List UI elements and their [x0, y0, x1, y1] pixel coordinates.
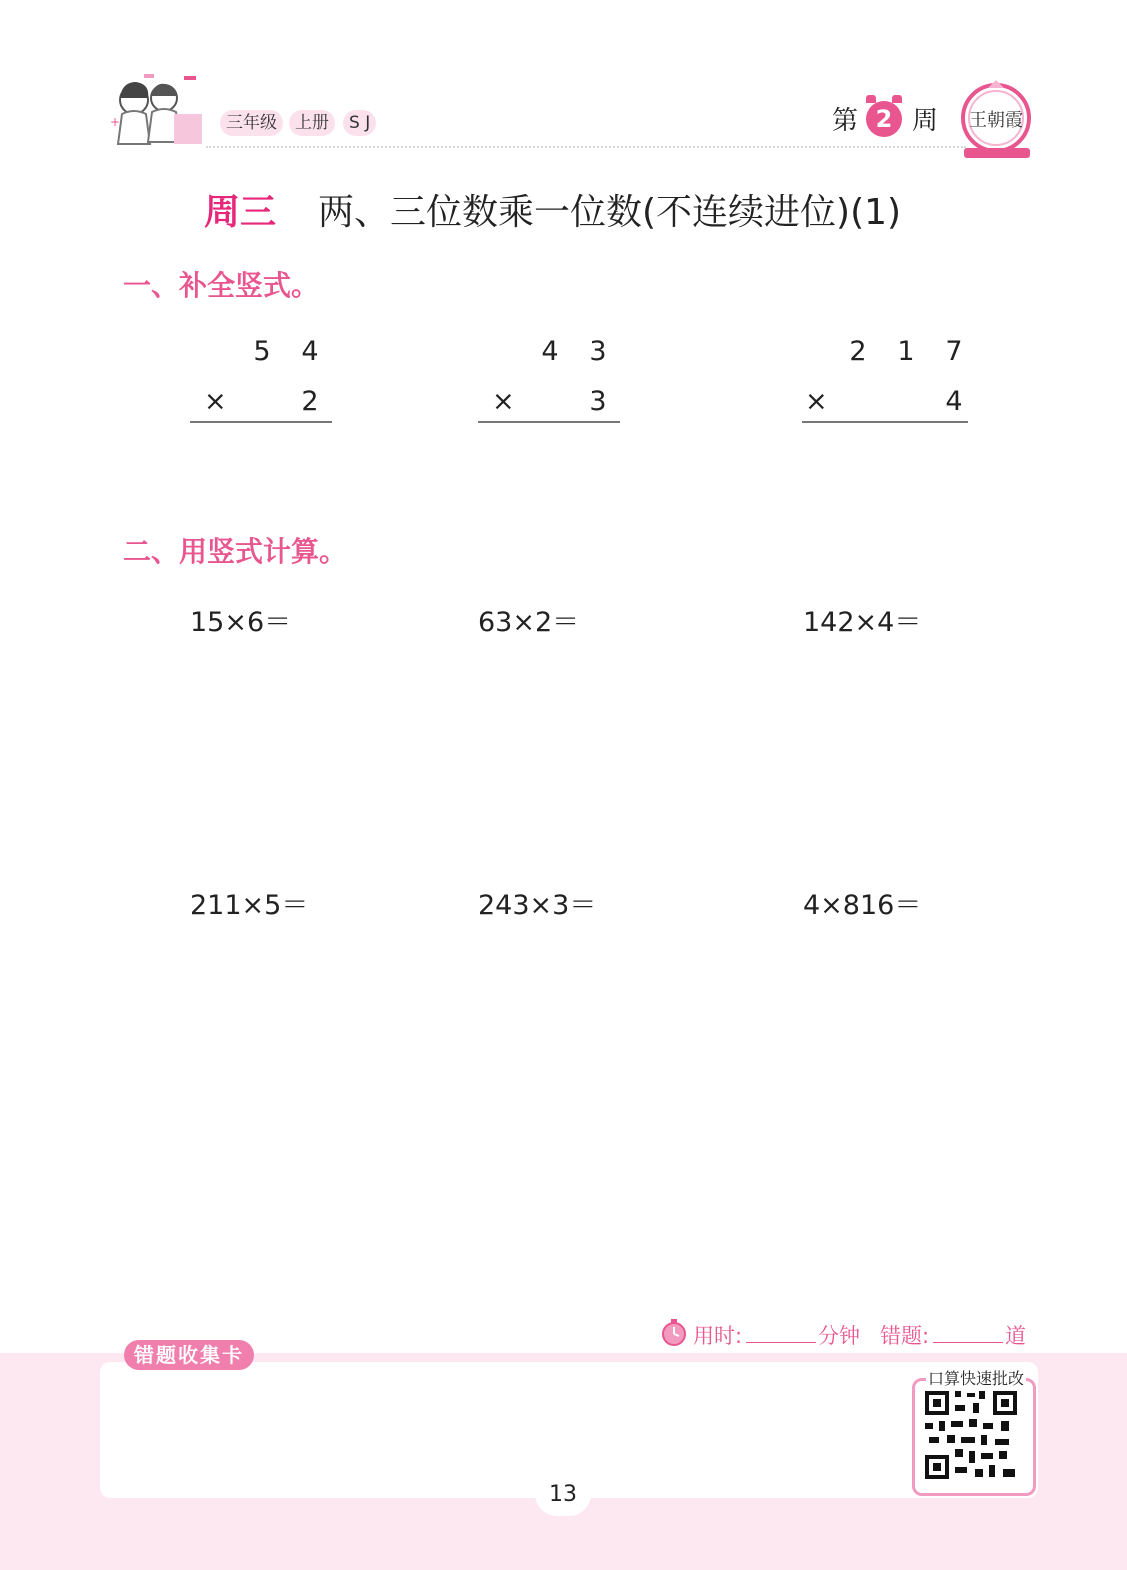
wangzhaoxia-logo	[958, 78, 1036, 160]
p1-bottom-digit: 2	[301, 386, 319, 417]
p3-rule	[802, 421, 968, 423]
p3-top-digit: 1	[897, 336, 915, 367]
edition-label: S J	[343, 110, 376, 136]
calc-problem: 243×3＝	[478, 890, 597, 921]
clock-ear-right	[892, 95, 902, 103]
time-label: 用时:	[693, 1324, 743, 1348]
volume-label: 上册	[289, 110, 335, 136]
errors-label: 错题:	[880, 1324, 930, 1348]
svg-text:+: +	[110, 115, 121, 129]
p3-bottom-digit: 4	[945, 386, 963, 417]
calc-problem: 4×816＝	[803, 890, 922, 921]
p3-operator: ×	[805, 386, 828, 417]
qr-label: 口算快速批改	[926, 1366, 1026, 1389]
time-unit: 分钟	[818, 1324, 860, 1348]
qr-code-icon[interactable]	[915, 1381, 1027, 1487]
section1-heading: 一、补全竖式。	[123, 269, 320, 302]
week-number-badge: 2	[866, 101, 902, 137]
errors-blank[interactable]	[933, 1342, 1003, 1343]
section2-heading: 二、用竖式计算。	[123, 535, 348, 568]
mistake-card-title: 错题收集卡	[124, 1340, 254, 1370]
stopwatch-icon	[660, 1318, 688, 1346]
calc-problem: 142×4＝	[803, 607, 922, 638]
p1-top-digit: 5	[253, 336, 271, 367]
week-prefix: 第	[832, 106, 859, 136]
calc-problem: 211×5＝	[190, 890, 309, 921]
p2-rule	[478, 421, 620, 423]
qr-code-frame	[912, 1378, 1036, 1496]
p2-bottom-digit: 3	[589, 386, 607, 417]
p3-top-digit: 2	[849, 336, 867, 367]
header-divider	[206, 146, 966, 148]
clock-ear-left	[866, 95, 876, 103]
svg-text:王朝霞: 王朝霞	[969, 110, 1023, 131]
p2-operator: ×	[492, 386, 515, 417]
calc-problem: 63×2＝	[478, 607, 580, 638]
title-day: 周三	[204, 192, 277, 233]
p2-top-digit: 4	[541, 336, 559, 367]
time-blank[interactable]	[746, 1342, 816, 1343]
page-title: 两、三位数乘一位数(不连续进位)(1)	[318, 192, 902, 233]
grade-label: 三年级	[220, 110, 283, 136]
p1-rule	[190, 421, 332, 423]
p1-top-digit: 4	[301, 336, 319, 367]
p3-top-digit: 7	[945, 336, 963, 367]
kids-illustration	[104, 70, 214, 156]
week-suffix: 周	[912, 106, 939, 136]
p1-operator: ×	[204, 386, 227, 417]
page-number: 13	[549, 1482, 577, 1507]
errors-unit: 道	[1005, 1324, 1026, 1348]
calc-problem: 15×6＝	[190, 607, 292, 638]
p2-top-digit: 3	[589, 336, 607, 367]
